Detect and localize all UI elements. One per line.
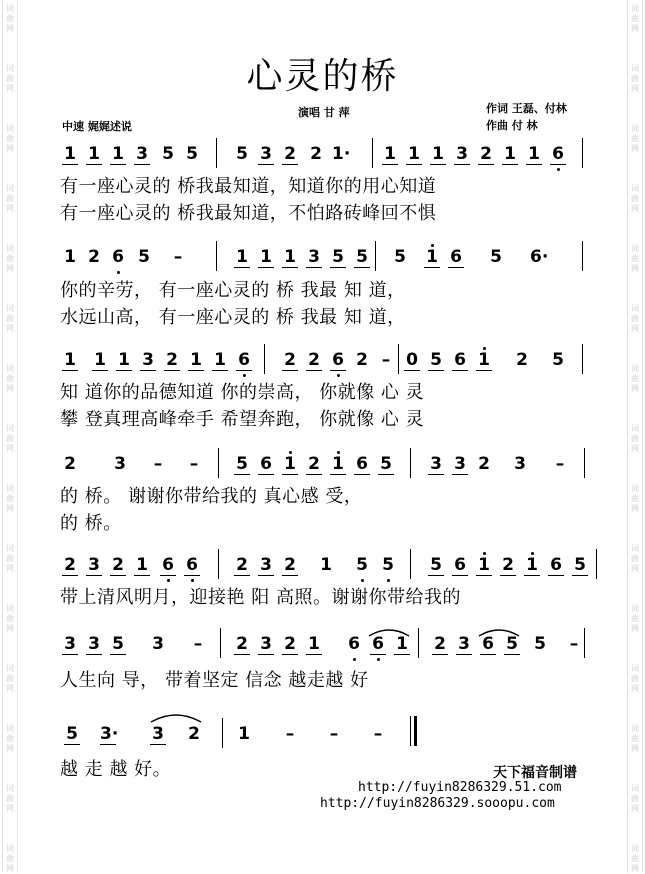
notation-line-3 <box>0 350 645 378</box>
watermark-text: 词曲网 <box>6 4 14 33</box>
watermark-text: 词曲网 <box>6 424 14 453</box>
note-glyph: 2 <box>234 634 250 655</box>
note-glyph: 1 <box>502 144 518 165</box>
watermark-text: 词曲网 <box>6 784 14 813</box>
note-glyph: 5 <box>138 247 150 267</box>
bar-line <box>218 549 219 579</box>
note-glyph: 1 <box>394 634 410 655</box>
bar-line <box>584 628 585 658</box>
note-glyph: 5 <box>186 144 198 164</box>
note-glyph: 5 <box>572 555 588 576</box>
note-glyph: 5 <box>504 634 520 655</box>
note-glyph: 1 <box>258 247 274 268</box>
note-glyph: 6 <box>110 247 126 267</box>
note-glyph: 1 <box>524 555 540 576</box>
note-glyph: 3 <box>258 634 274 655</box>
note-glyph: 1 <box>306 634 322 655</box>
bar-line <box>418 628 419 658</box>
note-glyph: 5 <box>354 555 370 575</box>
note-glyph: 5 <box>354 247 370 268</box>
song-title: 心灵的桥 <box>246 56 399 97</box>
note-glyph: 3 <box>258 555 274 576</box>
note-glyph: 3 <box>456 634 472 655</box>
note-glyph: 3 <box>428 454 444 475</box>
notation-line-6 <box>0 634 645 662</box>
watermark-text: 词曲网 <box>6 364 14 393</box>
bar-line <box>582 138 583 168</box>
watermark-text: 词曲网 <box>6 844 14 873</box>
watermark-text: 词曲网 <box>6 544 14 573</box>
tempo-marking: 中速 娓娓述说 <box>62 120 132 133</box>
note-glyph: 2 <box>500 555 516 576</box>
watermark-text: 词曲网 <box>6 184 14 213</box>
note-glyph: 5 <box>236 144 248 164</box>
slur-6-2 <box>476 624 522 638</box>
note-glyph: 1 <box>134 555 150 576</box>
note-glyph: – <box>555 454 565 474</box>
note-glyph: 1 <box>330 454 346 475</box>
note-glyph: – <box>373 724 383 744</box>
note-glyph: 6 <box>330 350 346 371</box>
note-glyph: 0 <box>404 350 420 371</box>
note-glyph: 6 <box>236 350 252 371</box>
lyricist-credit: 作词 王磊、付林 <box>486 102 567 115</box>
note-glyph: 3 <box>306 247 322 268</box>
note-glyph: 3 <box>62 634 78 655</box>
note-glyph: 6· <box>530 247 549 267</box>
bar-line <box>372 138 373 168</box>
watermark-text: 词曲网 <box>631 304 639 333</box>
note-glyph: 3 <box>114 454 126 474</box>
note-glyph: 5 <box>330 247 346 268</box>
note-glyph: 5 <box>64 724 80 745</box>
note-glyph: 2 <box>164 350 180 371</box>
notation-line-2 <box>0 247 645 275</box>
note-glyph: 6 <box>480 634 496 655</box>
note-glyph: 2 <box>188 724 200 744</box>
watermark-text: 词曲网 <box>6 664 14 693</box>
note-glyph: 2 <box>282 144 298 165</box>
note-glyph: 5 <box>380 555 396 575</box>
watermark-text: 词曲网 <box>631 244 639 273</box>
notation-line-1 <box>0 142 645 170</box>
lyric-line-4b: 的 桥。 <box>60 513 122 534</box>
note-glyph: 1 <box>282 454 298 475</box>
note-glyph: 3· <box>100 724 119 744</box>
note-glyph: 1 <box>116 350 132 371</box>
note-glyph: 1 <box>212 350 228 371</box>
bar-line <box>216 241 217 271</box>
bar-line <box>410 549 411 579</box>
lyric-line-4a: 的 桥。 谢谢你带给我的 真心感 受， <box>60 486 363 507</box>
bar-line <box>222 718 223 748</box>
lyric-line-7a: 越 走 越 好。 <box>60 759 172 780</box>
note-glyph: 5 <box>234 454 250 475</box>
bar-line <box>584 448 585 478</box>
watermark-text: 词曲网 <box>631 604 639 633</box>
watermark-text: 词曲网 <box>631 124 639 153</box>
bar-line <box>410 448 411 478</box>
lyric-line-3b: 攀 登真理高峰牵手 希望奔跑， 你就像 心 灵 <box>60 409 425 430</box>
singer-credit: 演唱 甘 萍 <box>298 106 350 119</box>
watermark-text: 词曲网 <box>631 784 639 813</box>
note-glyph: 1 <box>62 350 78 371</box>
note-glyph: 3 <box>150 724 166 745</box>
note-glyph: 2 <box>306 350 322 371</box>
watermark-text: 词曲网 <box>631 844 639 873</box>
note-glyph: 3 <box>454 144 470 165</box>
note-glyph: 6 <box>354 454 370 475</box>
footer-url-2[interactable]: http://fuyin8286329.sooopu.com <box>320 796 555 811</box>
note-glyph: 5 <box>490 247 502 267</box>
note-glyph: 6 <box>448 247 464 268</box>
watermark-text: 词曲网 <box>631 184 639 213</box>
note-glyph: 1 <box>476 555 492 576</box>
lyric-line-2b: 水远山高， 有一座心灵的 桥 我最 知 道， <box>60 307 406 328</box>
watermark-text: 词曲网 <box>631 4 639 33</box>
note-glyph: 2 <box>432 634 448 655</box>
slur-6-1 <box>366 624 412 638</box>
bar-line <box>218 448 219 478</box>
publisher-label: 天下福音制谱 <box>493 765 577 781</box>
note-glyph: 6 <box>452 350 468 371</box>
note-glyph: 3 <box>258 144 274 165</box>
bar-line <box>220 628 221 658</box>
note-glyph: 1 <box>86 144 102 165</box>
watermark-text: 词曲网 <box>631 664 639 693</box>
watermark-text: 词曲网 <box>6 124 14 153</box>
watermark-text: 词曲网 <box>6 484 14 513</box>
watermark-text: 词曲网 <box>631 64 639 93</box>
watermark-text: 词曲网 <box>631 364 639 393</box>
note-glyph: 2 <box>110 555 126 576</box>
lyric-line-5a: 带上清风明月，迎接艳 阳 高照。谢谢你带给我的 <box>60 587 461 608</box>
note-glyph: – <box>381 350 391 370</box>
note-glyph: 2 <box>310 144 322 164</box>
note-glyph: 2 <box>64 454 76 474</box>
note-glyph: 6 <box>184 555 200 576</box>
note-glyph: 2 <box>62 555 78 576</box>
note-glyph: 2 <box>282 350 298 371</box>
note-glyph: 2 <box>282 555 298 576</box>
note-glyph: 1 <box>62 144 78 165</box>
footer-url-1[interactable]: http://fuyin8286329.51.com <box>358 780 562 795</box>
watermark-text: 词曲网 <box>6 304 14 333</box>
note-glyph: – <box>193 634 203 654</box>
note-glyph: 6 <box>370 634 386 655</box>
note-glyph: 3 <box>452 454 468 475</box>
watermark-text: 词曲网 <box>6 724 14 753</box>
bar-line <box>410 716 411 746</box>
bar-line <box>414 716 417 746</box>
note-glyph: 3 <box>134 144 150 165</box>
note-glyph: 2 <box>88 247 100 267</box>
note-glyph: – <box>329 724 339 744</box>
note-glyph: 5 <box>428 555 444 576</box>
notation-line-7 <box>0 724 645 752</box>
notation-line-5 <box>0 555 645 583</box>
note-glyph: 5 <box>110 634 126 655</box>
note-glyph: – <box>173 247 183 267</box>
bar-line <box>398 344 399 374</box>
note-glyph: 5 <box>162 144 174 164</box>
lyric-line-1b: 有一座心灵的 桥我最知道，不怕路砖峰回不惧 <box>60 203 437 224</box>
note-glyph: – <box>569 634 579 654</box>
note-glyph: 2 <box>478 454 490 474</box>
note-glyph: 6 <box>346 634 362 654</box>
note-glyph: 6 <box>258 454 274 475</box>
watermark-text: 词曲网 <box>631 544 639 573</box>
note-glyph: – <box>189 454 199 474</box>
note-glyph: 1 <box>234 247 250 268</box>
bar-line <box>216 138 217 168</box>
note-glyph: 5 <box>552 350 564 370</box>
watermark-text: 词曲网 <box>6 64 14 93</box>
note-glyph: 1 <box>282 247 298 268</box>
bar-line <box>264 344 265 374</box>
note-glyph: 1 <box>430 144 446 165</box>
note-glyph: 3 <box>86 555 102 576</box>
note-glyph: 3 <box>86 634 102 655</box>
note-glyph: 6 <box>548 555 564 576</box>
note-glyph: 1 <box>188 350 204 371</box>
note-glyph: 6 <box>452 555 468 576</box>
bar-line <box>375 241 376 271</box>
note-glyph: 2 <box>356 350 368 370</box>
note-glyph: 1 <box>406 144 422 165</box>
bar-line <box>582 241 583 271</box>
note-glyph: 1 <box>110 144 126 165</box>
watermark-text: 词曲网 <box>631 424 639 453</box>
note-glyph: – <box>285 724 295 744</box>
note-glyph: 1 <box>92 350 108 371</box>
note-glyph: 1 <box>238 724 250 744</box>
note-glyph: 2 <box>516 350 528 370</box>
bar-line <box>582 344 583 374</box>
note-glyph: 3 <box>140 350 156 371</box>
lyric-line-6a: 人生向 导， 带着坚定 信念 越走越 好 <box>60 670 369 691</box>
note-glyph: 2 <box>282 634 298 655</box>
note-glyph: 3 <box>514 454 526 474</box>
note-glyph: 1 <box>424 247 440 268</box>
note-glyph: 5 <box>534 634 546 654</box>
notation-line-4 <box>0 454 645 482</box>
note-glyph: 1· <box>332 144 351 164</box>
note-glyph: 6 <box>160 555 176 576</box>
note-glyph: 5 <box>378 454 394 475</box>
note-glyph: 1 <box>526 144 542 165</box>
slur-7 <box>148 708 204 724</box>
note-glyph: 2 <box>306 454 322 475</box>
note-glyph: 1 <box>476 350 492 371</box>
watermark-text: 词曲网 <box>631 724 639 753</box>
watermark-text: 词曲网 <box>631 484 639 513</box>
note-glyph: – <box>153 454 163 474</box>
lyric-line-2a: 你的辛劳， 有一座心灵的 桥 我最 知 道， <box>60 280 406 301</box>
lyric-line-3a: 知 道你的品德知道 你的崇高， 你就像 心 灵 <box>60 382 425 403</box>
note-glyph: 6 <box>550 144 566 165</box>
watermark-text: 词曲网 <box>6 244 14 273</box>
note-glyph: 1 <box>64 247 76 267</box>
lyric-line-1a: 有一座心灵的 桥我最知道，知道你的用心知道 <box>60 176 437 197</box>
composer-credit: 作曲 付 林 <box>486 119 538 132</box>
watermark-text: 词曲网 <box>6 604 14 633</box>
note-glyph: 2 <box>234 555 250 576</box>
note-glyph: 5 <box>428 350 444 371</box>
note-glyph: 1 <box>320 555 332 575</box>
note-glyph: 2 <box>478 144 494 165</box>
bar-line <box>596 549 597 579</box>
note-glyph: 1 <box>382 144 398 165</box>
note-glyph: 3 <box>152 634 164 654</box>
note-glyph: 5 <box>394 247 406 267</box>
